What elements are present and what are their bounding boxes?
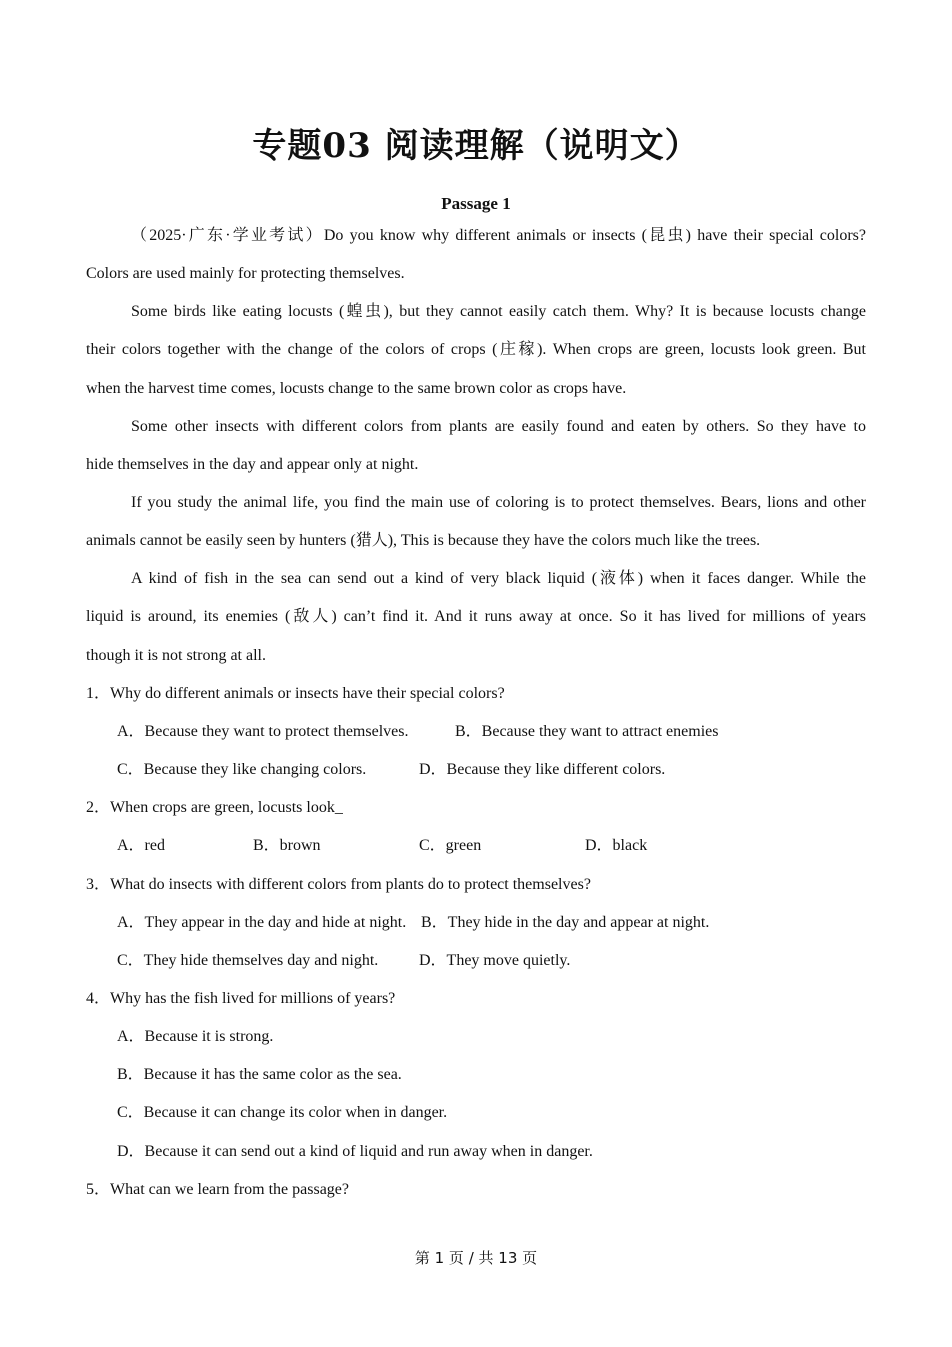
question-option: B．Because they want to attract enemies — [455, 723, 719, 740]
passage-line: their colors together with the change of the colors of crops (庄稼). When crops are green, locusts look green. But — [86, 341, 866, 358]
question-stem: 4．Why has the fish lived for millions of years? — [86, 990, 396, 1007]
question-option: B．brown — [253, 837, 321, 854]
passage-line: Some birds like eating locusts (蝗虫), but they cannot easily catch them. Why? It is because locusts change — [131, 303, 866, 320]
question-option: D．Because it can send out a kind of liquid and run away when in danger. — [117, 1143, 593, 1160]
passage-line: Colors are used mainly for protecting themselves. — [86, 265, 405, 282]
question-stem: 2．When crops are green, locusts look_ — [86, 799, 343, 816]
question-stem: 1．Why do different animals or insects have their special colors? — [86, 685, 505, 702]
page-title: 专题03 阅读理解（说明文） — [252, 126, 700, 166]
passage-line: If you study the animal life, you find the main use of coloring is to protect themselves. Bears, lions and other — [131, 494, 866, 511]
question-stem: 5．What can we learn from the passage? — [86, 1181, 349, 1198]
passage-line: hide themselves in the day and appear only at night. — [86, 456, 419, 473]
passage-heading: Passage 1 — [441, 194, 511, 213]
passage-line: A kind of fish in the sea can send out a kind of very black liquid (液体) when it faces danger. While the — [131, 570, 866, 587]
passage-line: liquid is around, its enemies (敌人) can’t find it. And it runs away at once. So it has lived for millions of years — [86, 608, 866, 625]
question-option: C．Because it can change its color when in danger. — [117, 1104, 448, 1121]
question-option: C．Because they like changing colors. — [117, 761, 367, 778]
passage-line: Some other insects with different colors from plants are easily found and eaten by others. So they have to — [131, 418, 866, 435]
question-option: A．Because they want to protect themselves. — [117, 723, 409, 740]
question-option: A．Because it is strong. — [117, 1028, 274, 1045]
question-option: C．green — [419, 837, 482, 854]
question-option: D．They move quietly. — [419, 952, 571, 969]
question-option: A．red — [117, 837, 165, 854]
page-footer: 第 1 页 / 共 13 页 — [414, 1249, 538, 1267]
passage-line: （2025·广东·学业考试）Do you know why different animals or insects (昆虫) have their special colors? — [131, 227, 866, 244]
question-option: A．They appear in the day and hide at night. — [117, 914, 407, 931]
question-option: D．black — [585, 837, 648, 854]
question-stem: 3．What do insects with different colors from plants do to protect themselves? — [86, 876, 591, 893]
question-option: C．They hide themselves day and night. — [117, 952, 379, 969]
passage-line: animals cannot be easily seen by hunters (猎人), This is because they have the colors much like the trees. — [86, 532, 761, 549]
passage-line: when the harvest time comes, locusts change to the same brown color as crops have. — [86, 380, 627, 397]
question-option: B．Because it has the same color as the sea. — [117, 1066, 402, 1083]
question-option: D．Because they like different colors. — [419, 761, 666, 778]
passage-line: though it is not strong at all. — [86, 647, 266, 664]
question-option: B．They hide in the day and appear at night. — [421, 914, 710, 931]
